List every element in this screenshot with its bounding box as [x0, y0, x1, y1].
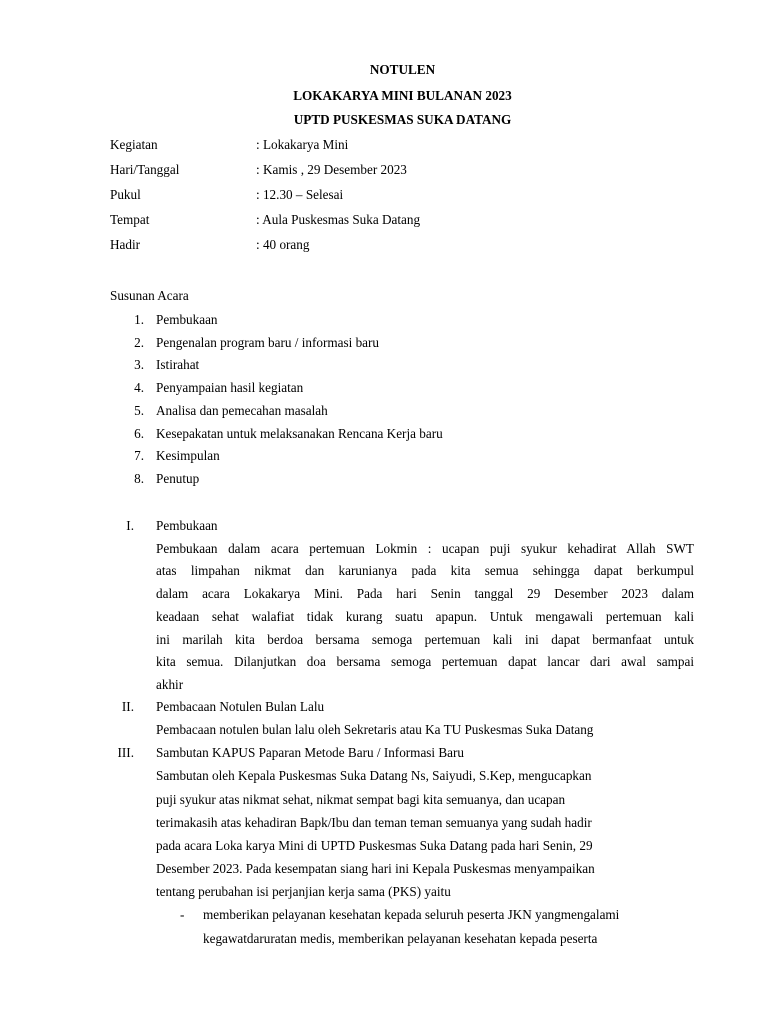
bullet-dash: - — [180, 907, 185, 922]
paragraph-line: keadaan sehat walafiat tidak kurang suatu apapun. Untuk mengawali pertemuan kali — [156, 609, 694, 624]
paragraph-line: pada acara Loka karya Mini di UPTD Puskesmas Suka Datang pada hari Senin, 29 — [156, 838, 593, 853]
agenda-item-text: Pembukaan — [156, 312, 218, 327]
agenda-item-number: 3. — [134, 357, 144, 372]
paragraph-line: puji syukur atas nikmat sehat, nikmat sempat bagi kita semuanya, dan ucapan — [156, 792, 566, 807]
agenda-item-text: Istirahat — [156, 357, 200, 372]
section-heading: Pembacaan Notulen Bulan Lalu — [156, 699, 325, 714]
agenda-item-text: Analisa dan pemecahan masalah — [156, 403, 328, 418]
agenda-item-text: Kesimpulan — [156, 448, 220, 463]
info-value-hadir: : 40 orang — [256, 237, 310, 252]
doc-subtitle: LOKAKARYA MINI BULANAN 2023 — [293, 88, 512, 103]
info-value-tempat: : Aula Puskesmas Suka Datang — [256, 212, 421, 227]
info-label-kegiatan: Kegiatan — [110, 137, 158, 152]
agenda-item-number: 1. — [134, 312, 144, 327]
info-label-pukul: Pukul — [110, 187, 141, 202]
paragraph-line: terimakasih atas kehadiran Bapk/Ibu dan teman teman semuanya yang sudah hadir — [156, 815, 592, 830]
agenda-item-number: 2. — [134, 335, 144, 350]
info-value-kegiatan: : Lokakarya Mini — [256, 137, 349, 152]
section-numeral: II. — [121, 699, 134, 714]
agenda-item-number: 7. — [134, 448, 144, 463]
agenda-item-text: Kesepakatan untuk melaksanakan Rencana Kerja baru — [156, 426, 443, 441]
section-heading: Pembukaan — [156, 518, 218, 533]
info-label-hadir: Hadir — [110, 237, 141, 252]
info-value-pukul: : 12.30 – Selesai — [256, 187, 344, 202]
paragraph-line: tentang perubahan isi perjanjian kerja sama (PKS) yaitu — [156, 884, 451, 899]
paragraph-line: akhir — [156, 677, 184, 692]
paragraph-line: Pembukaan dalam acara pertemuan Lokmin : ucapan puji syukur kehadirat Allah SWT — [156, 541, 694, 556]
agenda-heading: Susunan Acara — [110, 288, 189, 303]
paragraph-line: Pembacaan notulen bulan lalu oleh Sekretaris atau Ka TU Puskesmas Suka Datang — [156, 722, 594, 737]
doc-organization: UPTD PUSKESMAS SUKA DATANG — [293, 112, 512, 127]
bullet-line: memberikan pelayanan kesehatan kepada seluruh peserta JKN yangmengalami — [203, 907, 620, 922]
section-numeral: III. — [117, 745, 134, 760]
info-label-tempat: Tempat — [110, 212, 150, 227]
agenda-item-text: Penyampaian hasil kegiatan — [156, 380, 304, 395]
section-numeral: I. — [126, 518, 134, 533]
agenda-item-text: Pengenalan program baru / informasi baru — [156, 335, 380, 350]
agenda-item-number: 8. — [134, 471, 144, 486]
paragraph-line: dalam acara Lokakarya Mini. Pada hari Senin tanggal 29 Desember 2023 dalam — [156, 586, 694, 601]
paragraph-line: Desember 2023. Pada kesempatan siang hari ini Kepala Puskesmas menyampaikan — [156, 861, 595, 876]
bullet-line: kegawatdaruratan medis, memberikan pelayanan kesehatan kepada peserta — [203, 931, 598, 946]
agenda-item-text: Penutup — [156, 471, 200, 486]
doc-title: NOTULEN — [369, 62, 436, 77]
info-value-hari-tanggal: : Kamis , 29 Desember 2023 — [256, 162, 407, 177]
paragraph-line: Sambutan oleh Kepala Puskesmas Suka Datang Ns, Saiyudi, S.Kep, mengucapkan — [156, 768, 592, 783]
agenda-item-number: 4. — [134, 380, 144, 395]
agenda-item-number: 6. — [134, 426, 144, 441]
info-label-hari-tanggal: Hari/Tanggal — [110, 162, 180, 177]
paragraph-line: ini marilah kita berdoa bersama semoga pertemuan kali ini dapat bermanfaat untuk — [156, 632, 694, 647]
paragraph-line: atas limpahan nikmat dan karunianya pada kita semua sehingga dapat berkumpul — [156, 563, 694, 578]
paragraph-line: kita semua. Dilanjutkan doa bersama semoga pertemuan dapat lancar dari awal sampai — [156, 654, 694, 669]
section-heading: Sambutan KAPUS Paparan Metode Baru / Informasi Baru — [156, 745, 465, 760]
agenda-item-number: 5. — [134, 403, 144, 418]
